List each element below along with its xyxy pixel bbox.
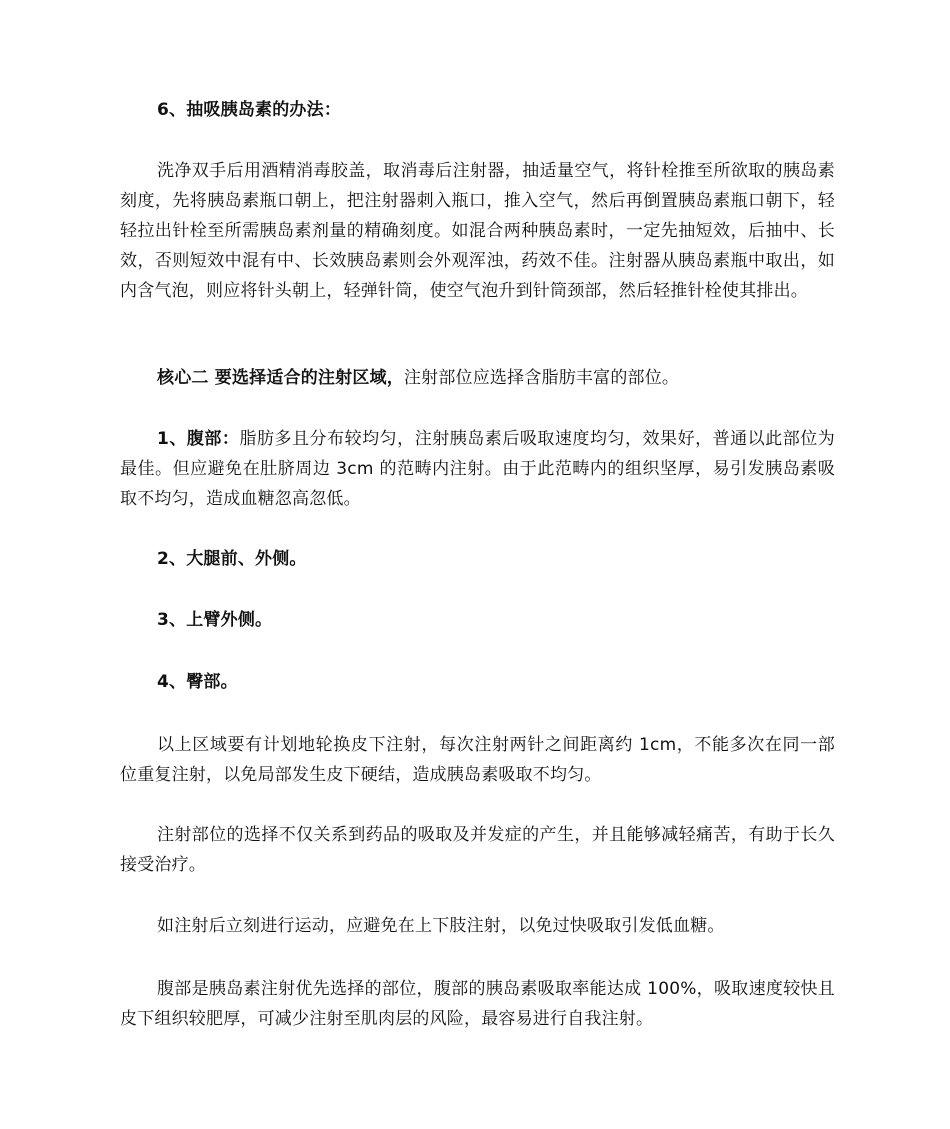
paragraph-site-selection	[120, 820, 835, 880]
paragraph-text: 洗净双手后用酒精消毒胶盖，取消毒后注射器，抽适量空气，将针栓推至所欲取的胰岛素刻度，先将胰岛素瓶口朝上，把注射器刺入瓶口，推入空气，然后再倒置胰岛素瓶口朝下，轻轻拉出针栓至所需胰岛素剂量的精确刻度。如混合两种胰岛素时，一定先抽短效，后抽中、长效，否则短效中混有中、长效胰岛素则会外观浑浊，药效不佳。注射器从胰岛素瓶中取出，如内含气泡，则应将针头朝上，轻弹针筒，使空气泡升到针筒颈部，然后轻推针栓使其排出。	[120, 161, 835, 301]
paragraph-text: 脂肪多且分布较均匀，注射胰岛素后吸取速度均匀，效果好，普通以此部位为最佳。但应避免在肚脐周边 3cm 的范畴内注射。由于此范畴内的组织坚厚，易引发胰岛素吸取不均匀，造成血糖忽高忽低。	[120, 429, 835, 509]
paragraph-text: 以上区域要有计划地轮换皮下注射，每次注射两针之间距离约 1cm，不能多次在同一部位重复注射，以免局部发生皮下硬结，造成胰岛素吸取不均匀。	[120, 735, 835, 785]
paragraph-rotation	[120, 730, 835, 790]
heading-text: 6、抽吸胰岛素的办法：	[157, 100, 342, 120]
paragraph-drawing-method	[120, 156, 835, 306]
paragraph-abdomen	[120, 424, 835, 514]
core-two-bold-label: 核心二 要选择适合的注射区域，	[157, 368, 404, 388]
list-item-upper-arm	[120, 605, 835, 635]
heading-text: 3、上臂外侧。	[157, 610, 273, 630]
list-item-thigh	[120, 544, 835, 574]
paragraph-text: 腹部是胰岛素注射优先选择的部位，腹部的胰岛素吸取率能达成 100%，吸取速度较快且皮下组织较肥厚，可减少注射至肌肉层的风险，最容易进行自我注射。	[120, 979, 835, 1029]
paragraph-text: 注射部位应选择含脂肪丰富的部位。	[403, 368, 680, 388]
section-heading-insulin-drawing	[120, 95, 835, 125]
paragraph-abdomen-preferred	[120, 974, 835, 1034]
heading-text: 4、臀部。	[157, 672, 238, 692]
paragraph-exercise	[120, 911, 835, 941]
list-item-buttocks	[120, 667, 835, 697]
abdomen-bold-label: 1、腹部：	[157, 429, 240, 449]
paragraph-text: 如注射后立刻进行运动，应避免在上下肢注射，以免过快吸取引发低血糖。	[157, 916, 725, 936]
paragraph-core-two	[120, 363, 835, 393]
heading-text: 2、大腿前、外侧。	[157, 549, 307, 569]
paragraph-text: 注射部位的选择不仅关系到药品的吸取及并发症的产生，并且能够减轻痛苦，有助于长久接受治疗。	[120, 825, 835, 875]
